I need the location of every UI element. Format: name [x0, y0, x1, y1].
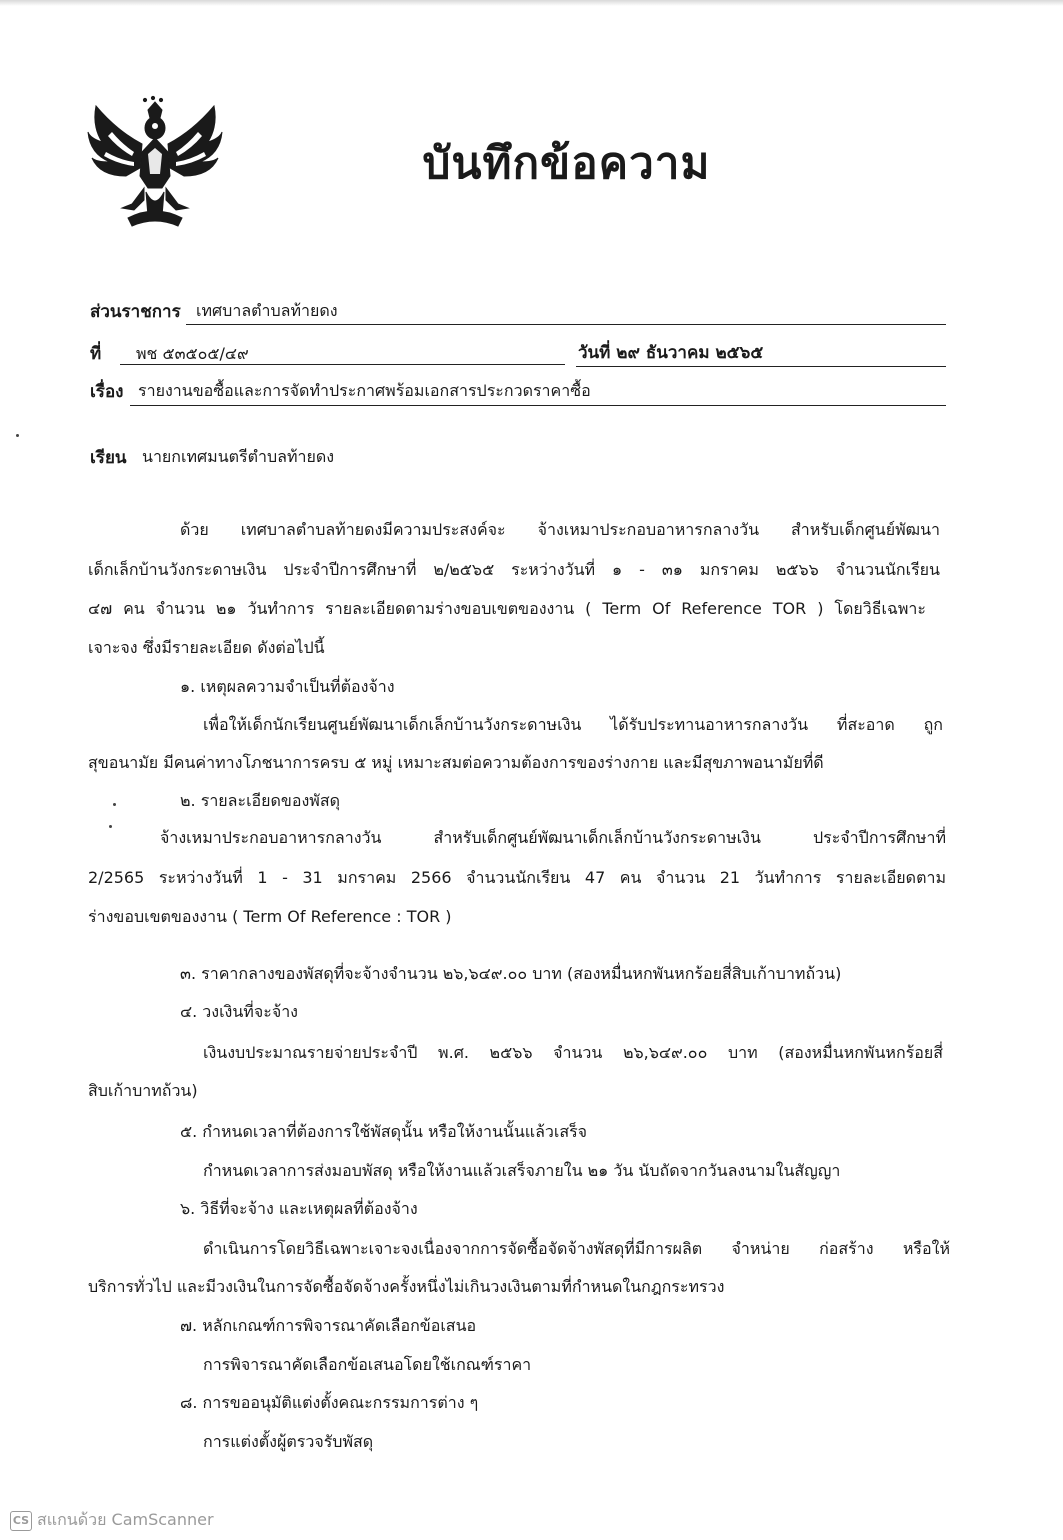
section-4-body-1: เงินงบประมาณรายจ่ายประจำปี พ.ศ. ๒๕๖๖ จำนวน ๒๖,๖๔๙.๐๐ บาท (สองหมื่นหกพันหกร้อยสี่ [203, 1043, 943, 1062]
section-4-body-2: สิบเก้าบาทถ้วน) [88, 1081, 198, 1100]
subject-underline [130, 405, 946, 406]
scan-speck [109, 825, 112, 828]
scan-speck [16, 434, 19, 437]
section-1-body-2: สุขอนามัย มีคนค่าทางโภชนาการครบ ๕ หมู่ เหมาะสมต่อความต้องการของร่างกาย และมีสุขภาพอนามัยที่ดี [88, 753, 824, 772]
salutation-value: นายกเทศมนตรีตำบลท้ายดง [142, 447, 335, 466]
section-7-body: การพิจารณาคัดเลือกข้อเสนอโดยใช้เกณฑ์ราคา [203, 1355, 532, 1374]
scanner-watermark-text: สแกนด้วย CamScanner [37, 1510, 214, 1529]
agency-value: เทศบาลตำบลท้ายดง [196, 301, 338, 320]
section-1-heading: ๑. เหตุผลความจำเป็นที่ต้องจ้าง [180, 677, 395, 696]
section-8-body: การแต่งตั้งผู้ตรวจรับพัสดุ [203, 1432, 374, 1451]
section-2-body-2: 2/2565 ระหว่างวันที่ 1 - 31 มกราคม 2566 จำนวนนักเรียน 47 คน จำนวน 21 วันทำการ รายละเอียดตาม [88, 868, 946, 887]
scanner-watermark [10, 1508, 214, 1533]
agency-underline [186, 324, 946, 325]
section-1-body-1: เพื่อให้เด็กนักเรียนศูนย์พัฒนาเด็กเล็กบ้านวังกระดาษเงิน ได้รับประทานอาหารกลางวัน ที่สะอาด ถูก [203, 715, 943, 734]
section-2-body-3: ร่างขอบเขตของงาน ( Term Of Reference : TOR ) [88, 907, 452, 926]
section-6-heading: ๖. วิธีที่จะจ้าง และเหตุผลที่ต้องจ้าง [180, 1199, 418, 1218]
ref-underline [120, 364, 565, 365]
document-title: บันทึกข้อความ [422, 138, 711, 189]
section-6-body-1: ดำเนินการโดยวิธีเฉพาะเจาะจงเนื่องจากการจัดซื้อจัดจ้างพัสดุที่มีการผลิต จำหน่าย ก่อสร้าง หรือให้ [203, 1239, 950, 1258]
section-7-heading: ๗. หลักเกณฑ์การพิจารณาคัดเลือกข้อเสนอ [180, 1316, 477, 1335]
date-text: วันที่ ๒๙ ธันวาคม ๒๕๖๕ [578, 343, 764, 363]
ref-number: พช ๕๓๕๐๕/๔๙ [136, 344, 249, 363]
section-3-heading: ๓. ราคากลางของพัสดุที่จะจ้างจำนวน ๒๖,๖๔๙.๐๐ บาท (สองหมื่นหกพันหกร้อยสี่สิบเก้าบาทถ้วน) [180, 964, 842, 983]
ref-label: ที่ [90, 344, 102, 364]
agency-label: ส่วนราชการ [90, 302, 181, 322]
subject-label: เรื่อง [90, 382, 124, 402]
section-2-heading: ๒. รายละเอียดของพัสดุ [180, 791, 340, 810]
section-4-heading: ๔. วงเงินที่จะจ้าง [180, 1002, 298, 1021]
intro-line-1: ด้วย เทศบาลตำบลท้ายดงมีความประสงค์จะ จ้างเหมาประกอบอาหารกลางวัน สำหรับเด็กศูนย์พัฒนา [180, 520, 940, 539]
date-underline [576, 366, 946, 367]
section-8-heading: ๘. การขออนุมัติแต่งตั้งคณะกรรมการต่าง ๆ [180, 1393, 479, 1412]
subject-value: รายงานขอซื้อและการจัดทำประกาศพร้อมเอกสารประกวดราคาซื้อ [138, 381, 591, 400]
camscanner-logo-icon: CS [10, 1511, 32, 1531]
intro-line-2: เด็กเล็กบ้านวังกระดาษเงิน ประจำปีการศึกษาที่ ๒/๒๕๖๕ ระหว่างวันที่ ๑ - ๓๑ มกราคม ๒๕๖๖ จำนวนนักเรียน [88, 560, 940, 579]
section-5-body: กำหนดเวลาการส่งมอบพัสดุ หรือให้งานแล้วเสร็จภายใน ๒๑ วัน นับถัดจากวันลงนามในสัญญา [203, 1161, 841, 1180]
section-6-body-2: บริการทั่วไป และมีวงเงินในการจัดซื้อจัดจ้างครั้งหนึ่งไม่เกินวงเงินตามที่กำหนดในกฎกระทรวง [88, 1277, 725, 1296]
salutation-label: เรียน [90, 448, 127, 468]
section-2-body-1: จ้างเหมาประกอบอาหารกลางวัน สำหรับเด็กศูนย์พัฒนาเด็กเล็กบ้านวังกระดาษเงิน ประจำปีการศึกษาที่ [160, 828, 946, 847]
scan-speck [113, 803, 116, 806]
intro-line-3: ๔๗ คน จำนวน ๒๑ วันทำการ รายละเอียดตามร่างขอบเขตของงาน ( Term Of Reference TOR ) โดยวิธีเฉพาะ [88, 599, 926, 618]
intro-line-4: เจาะจง ซึ่งมีรายละเอียด ดังต่อไปนี้ [88, 638, 325, 657]
scan-edge [0, 0, 1063, 6]
section-5-heading: ๕. กำหนดเวลาที่ต้องการใช้พัสดุนั้น หรือให้งานนั้นแล้วเสร็จ [180, 1122, 588, 1141]
